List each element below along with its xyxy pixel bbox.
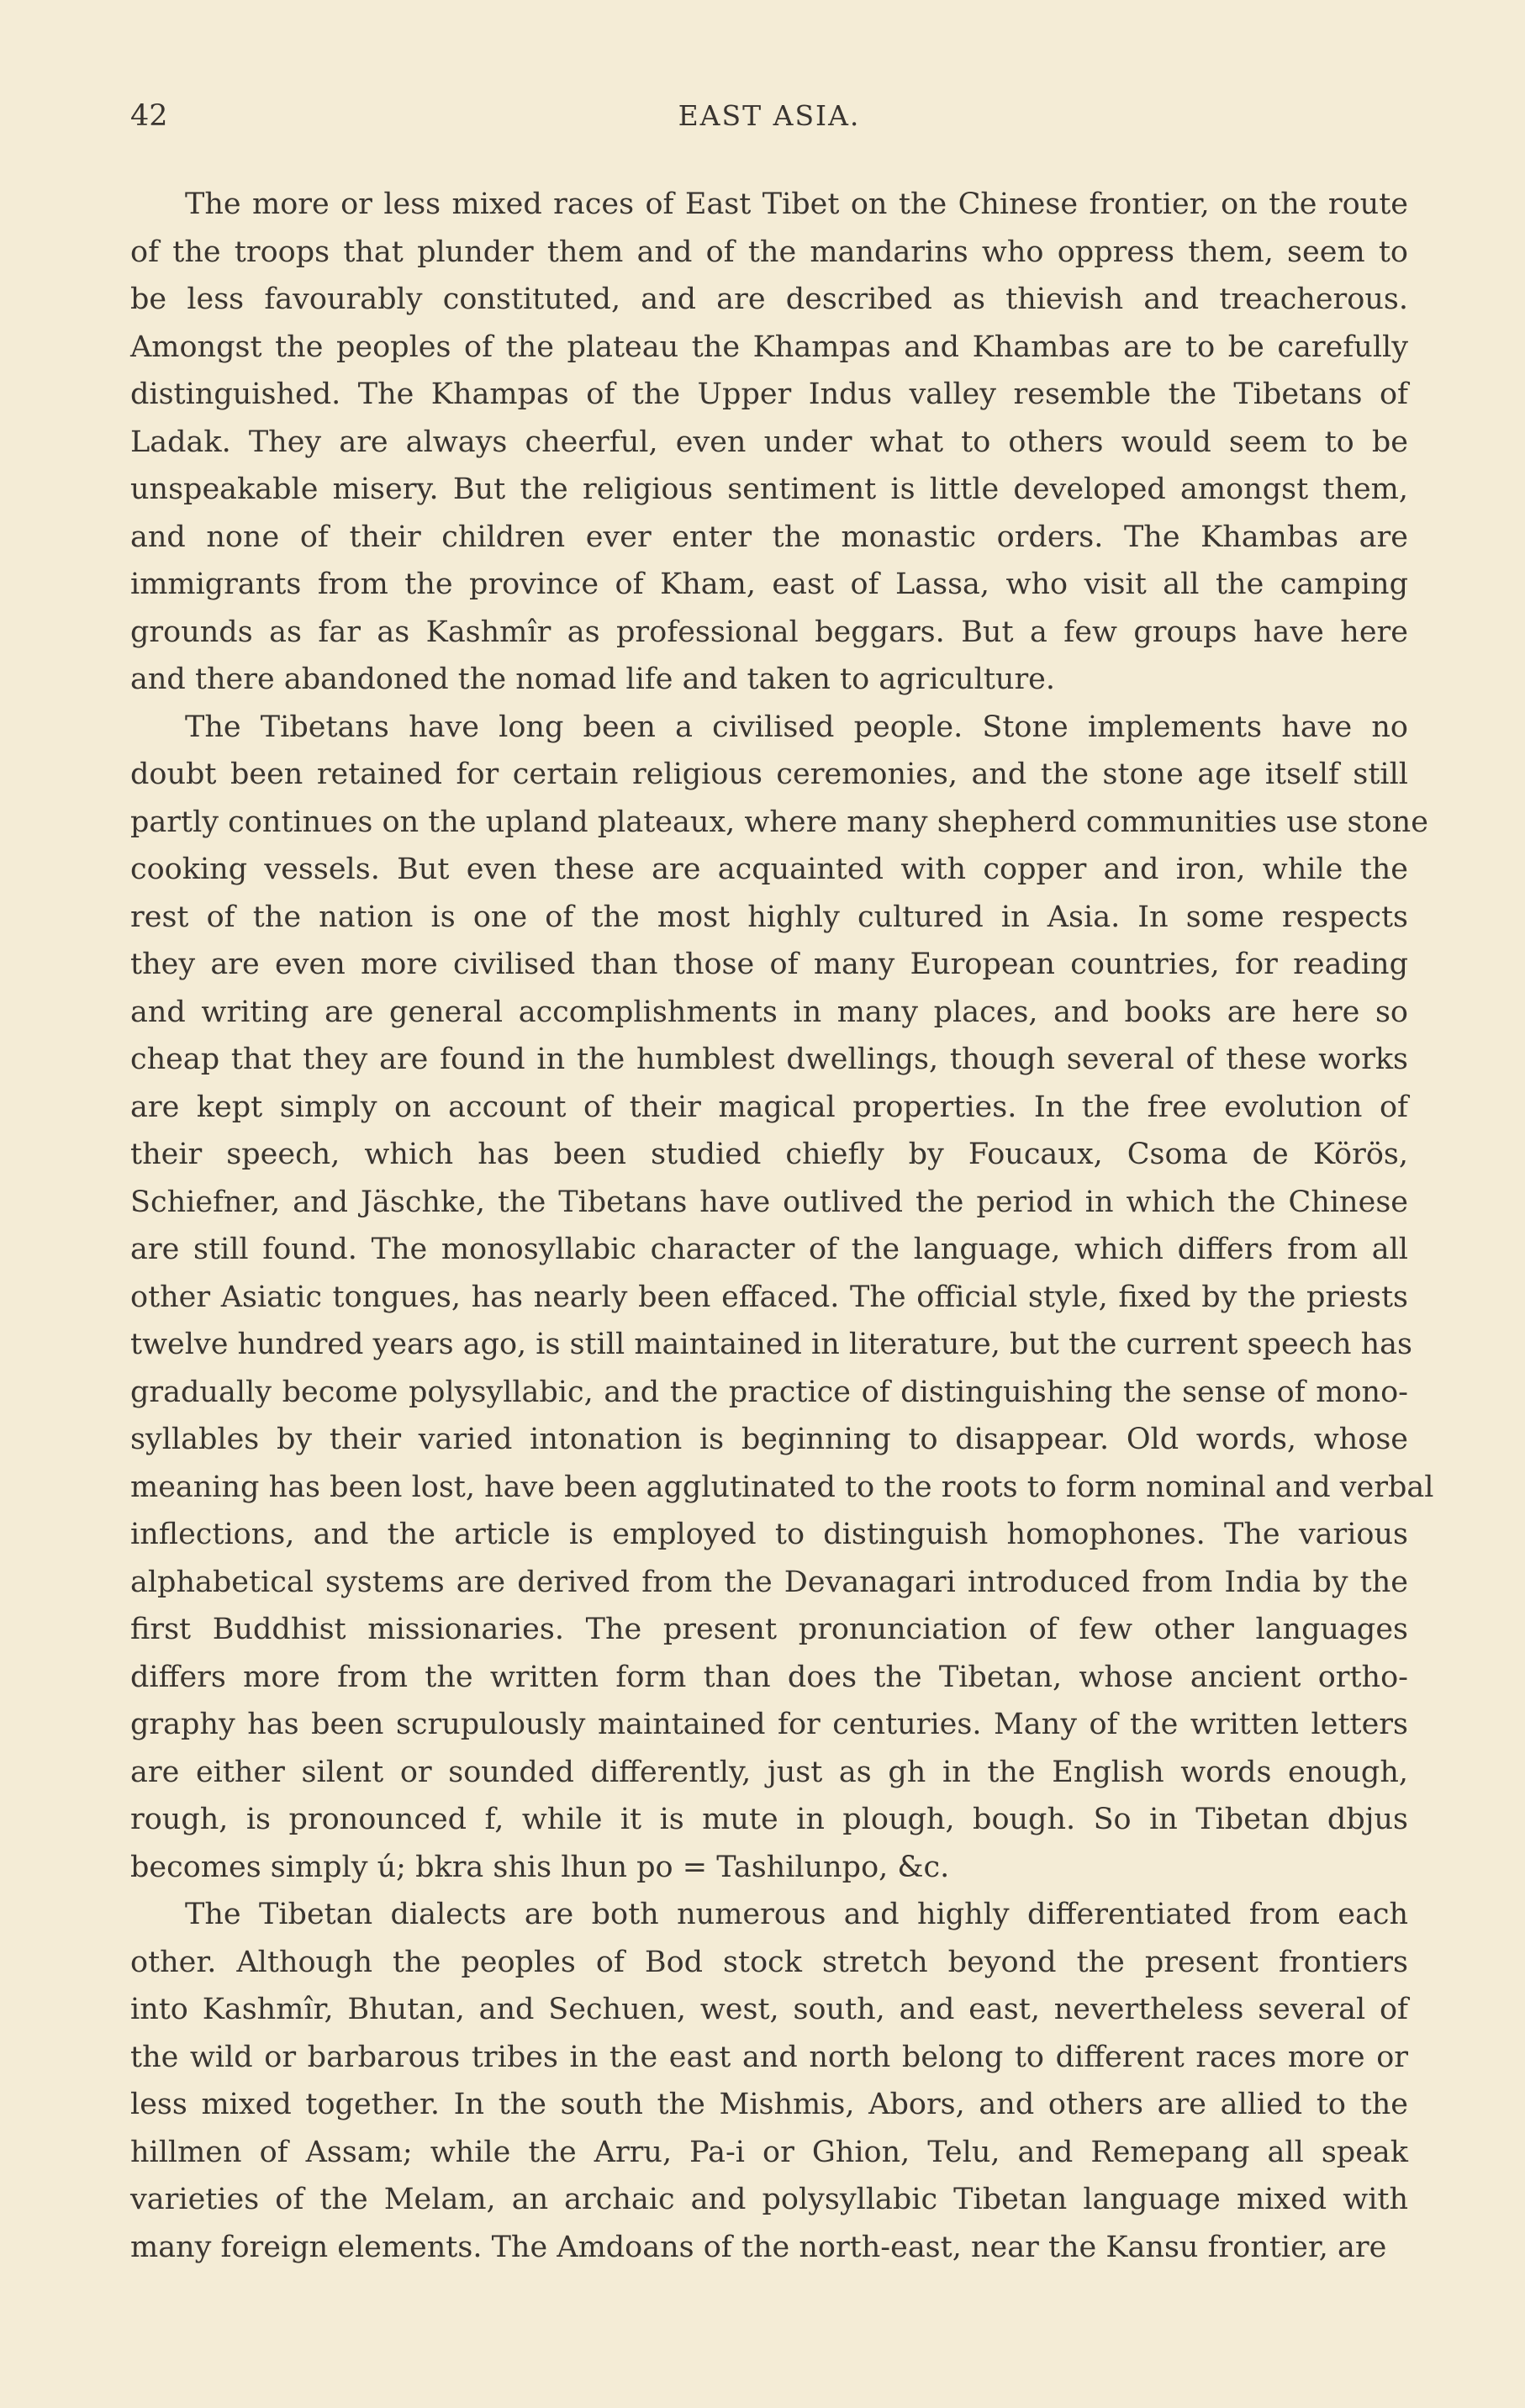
text-line: rest of the nation is one of the most highly cultured in Asia. In some respects [130, 900, 1408, 934]
text-line: less mixed together. In the south the Mishmis, Abors, and others are allied to the [130, 2088, 1408, 2121]
text-line: becomes simply ú; bkra shis lhun po = Tashilunpo, &c. [130, 1850, 950, 1884]
text-line: distinguished. The Khampas of the Upper Indus valley resemble the Tibetans of [130, 378, 1408, 411]
text-line: hillmen of Assam; while the Arru, Pa-i or Ghion, Telu, and Remepang all speak [130, 2135, 1408, 2169]
text-line: Amongst the peoples of the plateau the Khampas and Khambas are to be carefully [130, 330, 1408, 364]
body-text [130, 181, 1434, 2271]
text-line: and there abandoned the nomad life and taken to agriculture. [130, 663, 1056, 696]
text-line: cheap that they are found in the humblest dwellings, though several of these works [130, 1043, 1408, 1076]
text-line: meaning has been lost, have been agglutinated to the roots to form nominal and verbal [130, 1470, 1434, 1504]
text-line: The Tibetans have long been a civilised people. Stone implements have no [185, 710, 1408, 744]
text-line: varieties of the Melam, an archaic and polysyllabic Tibetan language mixed with [130, 2183, 1408, 2216]
text-line: other. Although the peoples of Bod stock stretch beyond the present frontiers [130, 1945, 1408, 1979]
text-line: alphabetical systems are derived from the Devanagari introduced from India by the [130, 1565, 1408, 1599]
text-line: differs more from the written form than does the Tibetan, whose ancient ortho- [130, 1660, 1408, 1694]
text-line: are either silent or sounded differently, just as gh in the English words enough, [130, 1755, 1408, 1789]
text-line: many foreign elements. The Amdoans of the north-east, near the Kansu frontier, are [130, 2230, 1387, 2264]
text-line: partly continues on the upland plateaux, where many shepherd communities use stone [130, 805, 1428, 839]
text-line: grounds as far as Kashmîr as professional beggars. But a few groups have here [130, 615, 1408, 649]
text-line: first Buddhist missionaries. The present pronunciation of few other languages [130, 1613, 1408, 1646]
text-line: and none of their children ever enter the monastic orders. The Khambas are [130, 520, 1408, 554]
text-line: graphy has been scrupulously maintained for centuries. Many of the written letters [130, 1708, 1408, 1741]
text-line: their speech, which has been studied chiefly by Foucaux, Csoma de Körös, [130, 1138, 1408, 1171]
paragraph [130, 704, 1434, 1892]
text-line: rough, is pronounced f, while it is mute in plough, bough. So in Tibetan dbjus [130, 1803, 1408, 1836]
text-line: doubt been retained for certain religious ceremonies, and the stone age itself still [130, 758, 1408, 791]
text-line: Ladak. They are always cheerful, even under what to others would seem to be [130, 425, 1408, 459]
page-number: 42 [130, 99, 168, 133]
text-line: they are even more civilised than those of many European countries, for reading [130, 948, 1408, 981]
text-line: syllables by their varied intonation is beginning to disappear. Old words, whose [130, 1423, 1408, 1456]
text-line: Schiefner, and Jäschke, the Tibetans have outlived the period in which the Chinese [130, 1185, 1408, 1219]
text-line: gradually become polysyllabic, and the practice of distinguishing the sense of mono- [130, 1375, 1408, 1409]
text-line: other Asiatic tongues, has nearly been effaced. The official style, fixed by the priests [130, 1280, 1408, 1314]
text-line: cooking vessels. But even these are acquainted with copper and iron, while the [130, 853, 1408, 886]
text-line: The more or less mixed races of East Tibet on the Chinese frontier, on the route [185, 187, 1408, 221]
paragraph [130, 181, 1408, 704]
text-line: of the troops that plunder them and of the mandarins who oppress them, seem to [130, 235, 1408, 269]
running-title: EAST ASIA. [678, 99, 861, 132]
page-header [130, 99, 1408, 150]
text-line: twelve hundred years ago, is still maintained in literature, but the current speech has [130, 1328, 1413, 1361]
text-line: and writing are general accomplishments in many places, and books are here so [130, 995, 1408, 1029]
text-line: be less favourably constituted, and are described as thievish and treacherous. [130, 283, 1408, 316]
text-line: immigrants from the province of Kham, east of Lassa, who visit all the camping [130, 568, 1408, 601]
text-line: unspeakable misery. But the religious sentiment is little developed amongst them, [130, 473, 1408, 506]
text-line: into Kashmîr, Bhutan, and Sechuen, west, south, and east, nevertheless several of [130, 1993, 1408, 2026]
paragraph [130, 1891, 1408, 2271]
text-line: are still found. The monosyllabic character of the language, which differs from all [130, 1233, 1408, 1266]
text-line: The Tibetan dialects are both numerous and highly differentiated from each [185, 1898, 1408, 1931]
text-line: the wild or barbarous tribes in the east and north belong to different races more or [130, 2040, 1408, 2074]
text-line: are kept simply on account of their magical properties. In the free evolution of [130, 1090, 1408, 1124]
text-line: inflections, and the article is employed to distinguish homophones. The various [130, 1518, 1408, 1551]
